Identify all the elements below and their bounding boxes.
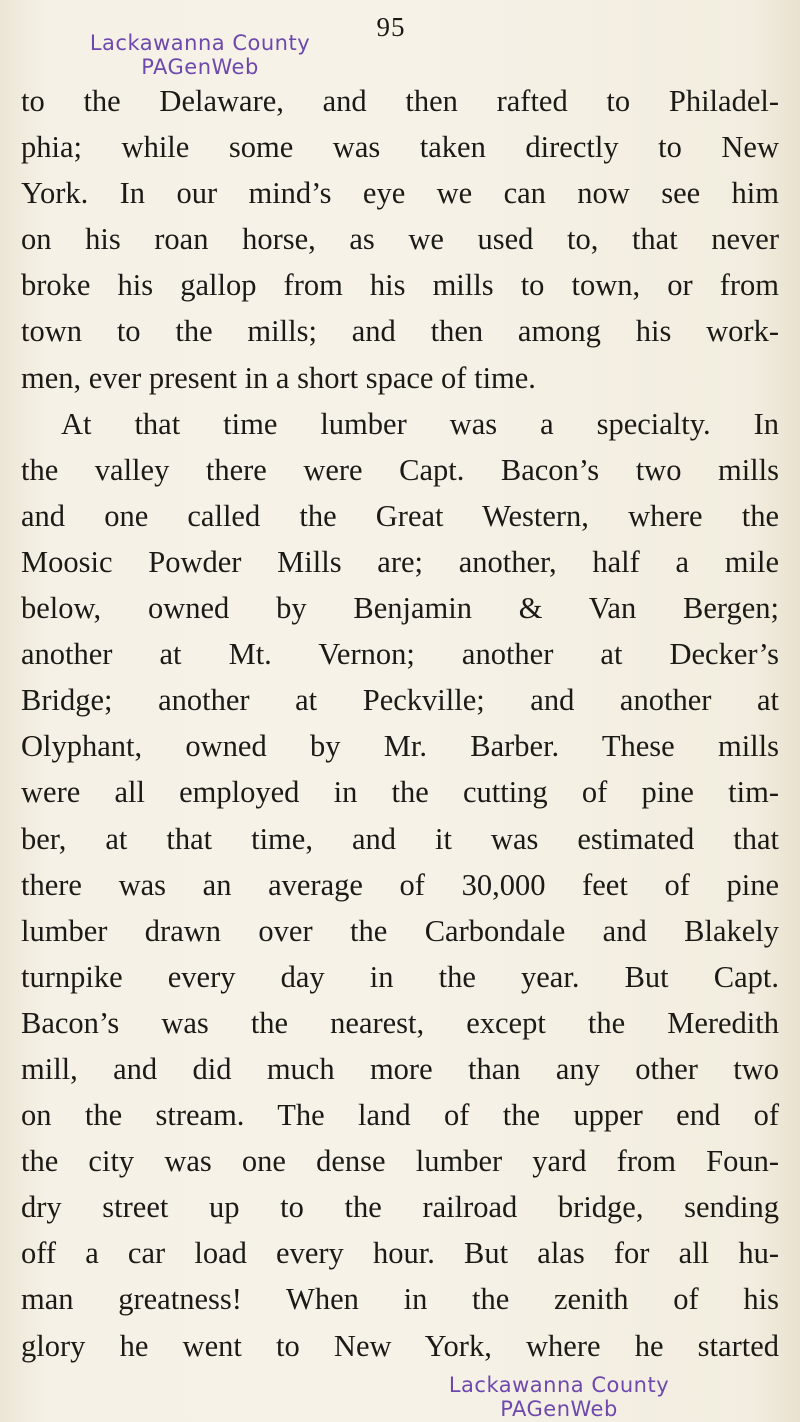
text-line: glory he went to New York, where he started [21,1328,779,1363]
text-line: on the stream. The land of the upper end of [21,1098,779,1133]
text-line: men, ever present in a short space of time. [21,360,536,395]
text-line: lumber drawn over the Carbondale and Blakely [21,913,779,948]
text-line: man greatness! When in the zenith of his [21,1282,779,1317]
text-line: dry street up to the railroad bridge, sending [21,1190,779,1225]
text-line: turnpike every day in the year. But Capt. [21,959,779,994]
text-line: town to the mills; and then among his work- [21,314,779,349]
text-line: on his roan horse, as we used to, that never [21,222,779,257]
watermark-bottom [421,1373,697,1421]
text-line: were all employed in the cutting of pine tim- [21,775,779,810]
body-text [21,78,779,1369]
text-line: Bacon’s was the nearest, except the Meredith [21,1005,779,1040]
paragraph-1 [21,78,779,401]
text-line: another at Mt. Vernon; another at Decker’s [21,637,779,672]
text-line: Bridge; another at Peckville; and another at [21,683,779,718]
text-line: Olyphant, owned by Mr. Barber. These mills [21,729,779,764]
text-line: the city was one dense lumber yard from Foun- [21,1144,779,1179]
text-line: York. In our mind’s eye we can now see him [21,176,779,211]
watermark-bottom-line2: PAGenWeb [500,1397,618,1421]
text-line: below, owned by Benjamin & Van Bergen; [21,591,779,626]
text-line: At that time lumber was a specialty. In [61,406,779,441]
text-line: broke his gallop from his mills to town, or from [21,268,779,303]
watermark-top-line1: Lackawanna County [89,31,311,55]
watermark-bottom-line1: Lackawanna County [448,1373,670,1397]
watermark-top [62,31,338,79]
text-line: Moosic Powder Mills are; another, half a mile [21,544,779,579]
page-number: 95 [376,12,406,42]
text-line: and one called the Great Western, where the [21,498,779,533]
paragraph-2 [21,401,779,1369]
text-line: the valley there were Capt. Bacon’s two mills [21,452,779,487]
watermark-top-line2: PAGenWeb [141,55,259,79]
text-line: to the Delaware, and then rafted to Philadel- [21,84,779,118]
text-line: mill, and did much more than any other two [21,1051,779,1086]
text-line: off a car load every hour. But alas for all hu- [21,1236,779,1271]
text-line: phia; while some was taken directly to New [21,130,779,165]
text-line: ber, at that time, and it was estimated that [21,821,779,856]
text-line: there was an average of 30,000 feet of pine [21,867,779,902]
